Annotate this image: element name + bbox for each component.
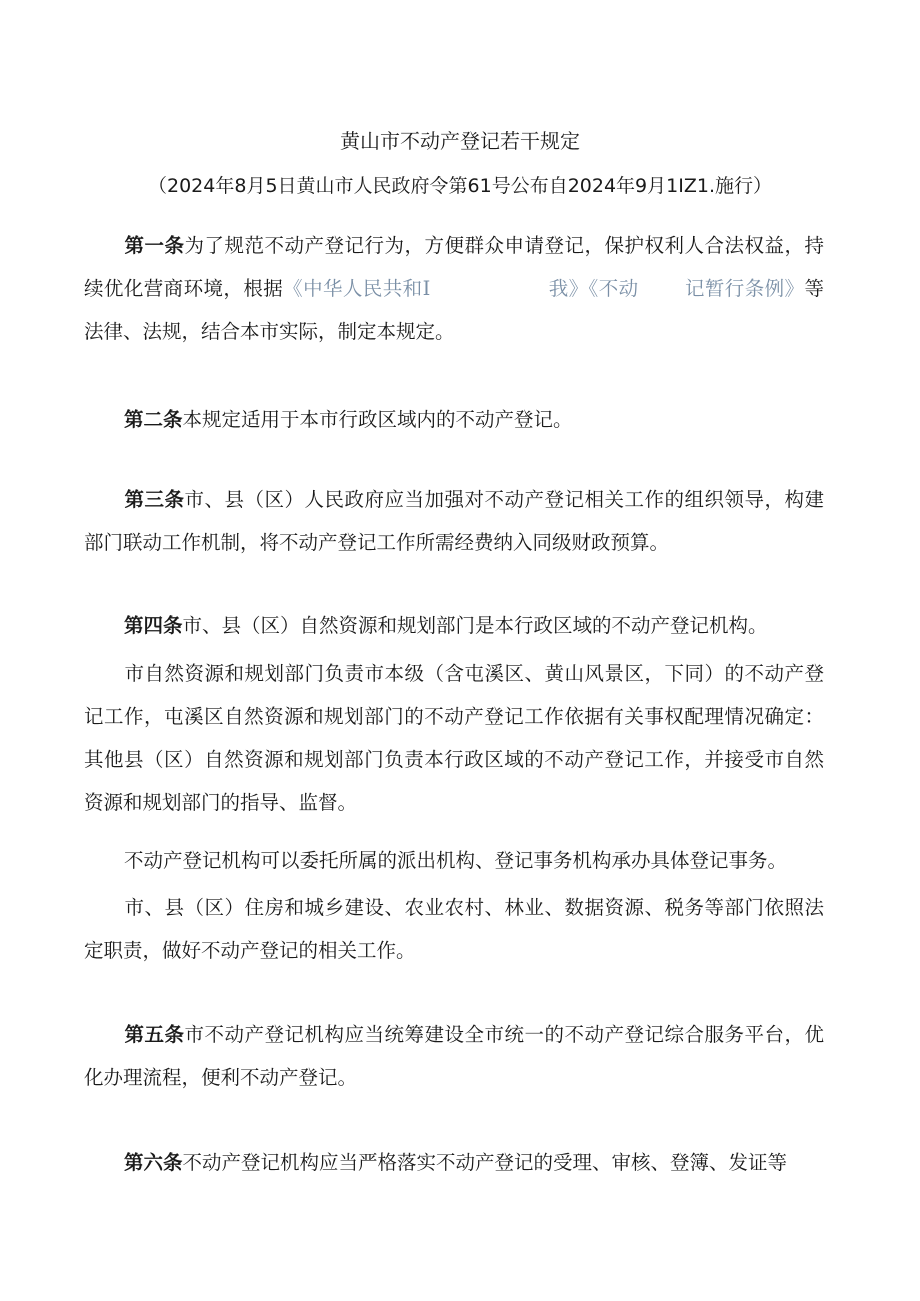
law-link-civil-code[interactable]: 《中华人民共和I <box>283 277 431 300</box>
article-3-head: 第三条 <box>124 488 185 511</box>
article-4-paragraph-2 <box>84 652 824 824</box>
document-subtitle: （2024年8月5日黄山市人民政府令第61号公布自2024年9月1IZ1.施行） <box>148 175 772 197</box>
article-4-paragraph-4 <box>84 886 824 972</box>
article-6 <box>84 1141 824 1184</box>
article-4-paragraph-3 <box>84 839 824 882</box>
law-link-civil-code-end[interactable]: 我》《不动 <box>548 277 639 300</box>
document-title: 黄山市不动产登记若干规定 <box>340 129 580 153</box>
article-4-text: 市、县（区）自然资源和规划部门是本行政区域的不动产登记机构。 <box>182 614 768 637</box>
article-2-head: 第二条 <box>124 408 183 431</box>
article-3 <box>84 478 824 564</box>
article-3-text: 市、县（区）人民政府应当加强对不动产登记相关工作的组织领导，构建部门联动工作机制，将不动产登记工作所需经费纳入同级财政预算。 <box>84 488 824 554</box>
article-1-text-a: 为了规范不动产登记行为，方便群众申请登记，保护权利人合法权益，持续优化营商环境，根据 <box>84 234 824 300</box>
article-2-text: 本规定适用于本市行政区域内的不动产登记。 <box>182 408 573 431</box>
article-4-p2-text: 市自然资源和规划部门负责市本级（含屯溪区、黄山风景区，下同）的不动产登记工作，屯溪区自然资源和规划部门的不动产登记工作依据有关事权配理情况确定：其他县（区）自然资源和规划部门负责本行政区域的不动产登记工作，并接受市自然资源和规划部门的指导、监督。 <box>84 662 824 814</box>
article-4-head: 第四条 <box>124 614 183 637</box>
article-1-text-b: 等法律、法规，结合本市实际，制定本规定。 <box>84 277 824 343</box>
article-5 <box>84 1013 824 1099</box>
article-6-head: 第六条 <box>124 1151 183 1174</box>
article-6-text: 不动产登记机构应当严格落实不动产登记的受理、审核、登簿、发证等 <box>182 1151 788 1174</box>
article-5-head: 第五条 <box>124 1023 185 1046</box>
law-link-registration-regulation[interactable]: 记暂行条例》 <box>684 277 805 300</box>
article-4-p4-text: 市、县（区）住房和城乡建设、农业农村、林业、数据资源、税务等部门依照法定职责，做好不动产登记的相关工作。 <box>84 896 824 962</box>
article-1 <box>84 224 824 353</box>
article-5-text: 市不动产登记机构应当统筹建设全市统一的不动产登记综合服务平台，优化办理流程，便利不动产登记。 <box>84 1023 824 1089</box>
article-4 <box>84 604 824 647</box>
article-1-head: 第一条 <box>124 234 185 257</box>
article-4-p3-text: 不动产登记机构可以委托所属的派出机构、登记事务机构承办具体登记事务。 <box>124 849 788 872</box>
article-2 <box>84 398 824 441</box>
